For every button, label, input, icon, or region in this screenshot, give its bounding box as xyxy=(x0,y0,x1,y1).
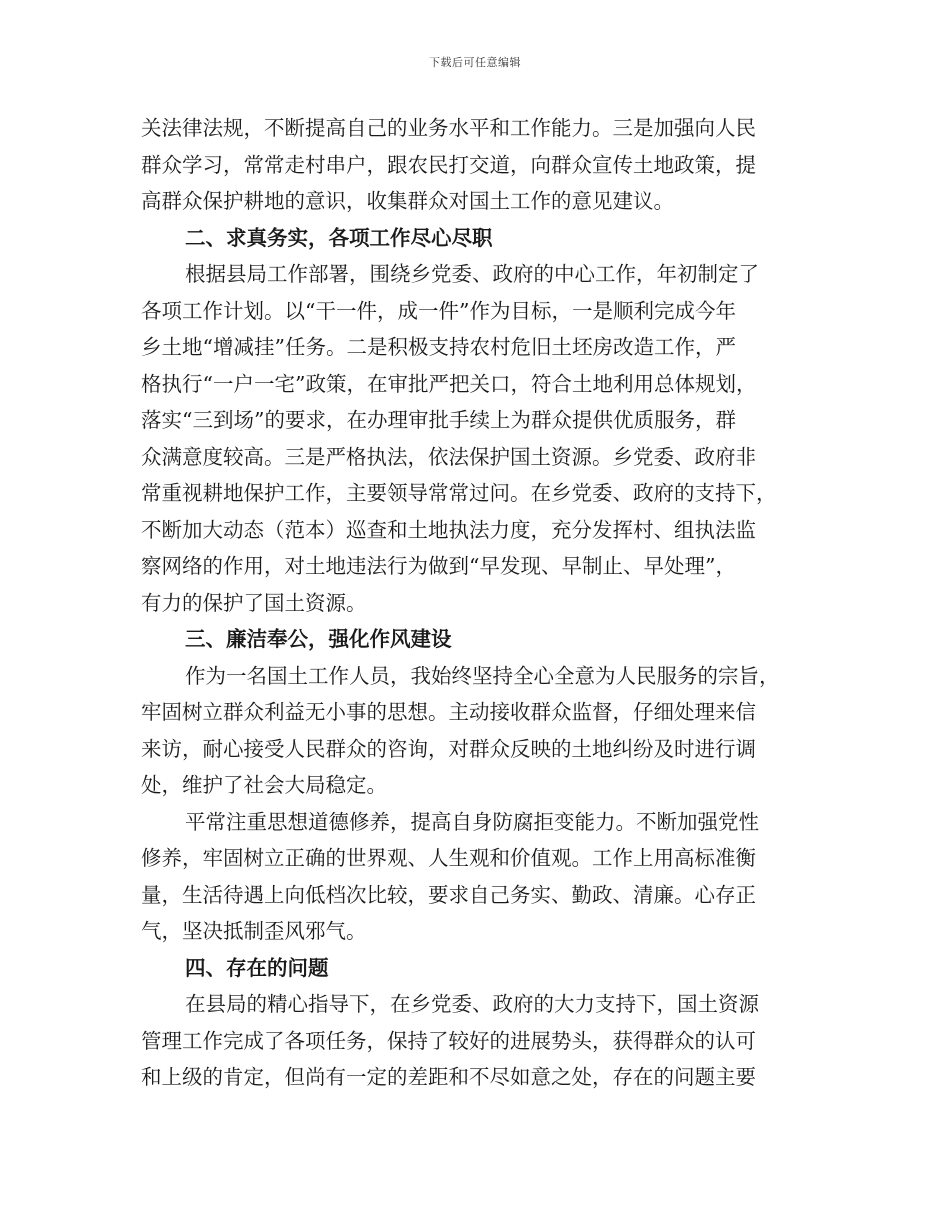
section-heading: 二、求真务实，各项工作尽心尽职 xyxy=(185,225,493,250)
text-line: 乡土地“增减挂”任务。二是积极支持农村危旧土坯房改造工作，严 xyxy=(141,335,736,359)
text-line: 落实“三到场”的要求，在办理审批手续上为群众提供优质服务，群 xyxy=(141,408,736,432)
text-line: 作为一名国土工作人员，我始终坚持全心全意为人民服务的宗旨， xyxy=(185,663,780,688)
text-line: 和上级的肯定，但尚有一定的差距和不尽如意之处，存在的问题主要 xyxy=(141,1065,756,1089)
text-line: 不断加大动态（范本）巡查和土地执法力度，充分发挥村、组执法监 xyxy=(141,517,756,542)
text-line: 气，坚决抵制歪风邪气。 xyxy=(141,919,367,943)
text-line: 在县局的精心指导下，在乡党委、政府的大力支持下，国土资源 xyxy=(185,992,759,1016)
text-line: 群众学习，常常走村串户，跟农民打交道，向群众宣传土地政策，提 xyxy=(141,152,756,177)
text-line: 众满意度较高。三是严格执法，依法保护国土资源。乡党委、政府非 xyxy=(141,444,756,469)
text-line: 高群众保护耕地的意识，收集群众对国土工作的意见建议。 xyxy=(141,189,674,213)
section-heading: 四、存在的问题 xyxy=(185,955,329,980)
text-line: 根据县局工作部署，围绕乡党委、政府的中心工作，年初制定了 xyxy=(185,262,759,286)
text-line: 牢固树立群众利益无小事的思想。主动接收群众监督，仔细处理来信 xyxy=(141,700,756,724)
text-line: 关法律法规，不断提高自己的业务水平和工作能力。三是加强向人民 xyxy=(141,116,756,140)
section-heading: 三、廉洁奉公，强化作风建设 xyxy=(185,627,452,651)
text-line: 常重视耕地保护工作，主要领导常常过问。在乡党委、政府的支持下， xyxy=(141,481,777,505)
text-line: 修养，牢固树立正确的世界观、人生观和价值观。工作上用高标准衡 xyxy=(141,846,756,870)
text-line: 察网络的作用，对土地违法行为做到“早发现、早制止、早处理”， xyxy=(141,554,736,578)
text-line: 平常注重思想道德修养，提高自身防腐拒变能力。不断加强党性 xyxy=(185,809,759,834)
text-line: 来访，耐心接受人民群众的咨询，对群众反映的土地纠纷及时进行调 xyxy=(141,736,756,761)
text-line: 处，维护了社会大局稳定。 xyxy=(141,773,387,797)
text-line: 有力的保护了国土资源。 xyxy=(141,590,367,615)
text-line: 管理工作完成了各项任务，保持了较好的进展势头，获得群众的认可 xyxy=(141,1028,756,1053)
text-line: 量，生活待遇上向低档次比较，要求自己务实、勤政、清廉。心存正 xyxy=(141,882,756,907)
document-body xyxy=(141,110,809,1096)
text-line: 各项工作计划。以“干一件，成一件”作为目标，一是顺利完成今年 xyxy=(141,298,736,323)
text-line: 格执行“一户一宅”政策，在审批严把关口，符合土地利用总体规划， xyxy=(141,371,757,396)
page-header: 下载后可任意编辑 xyxy=(429,56,521,69)
